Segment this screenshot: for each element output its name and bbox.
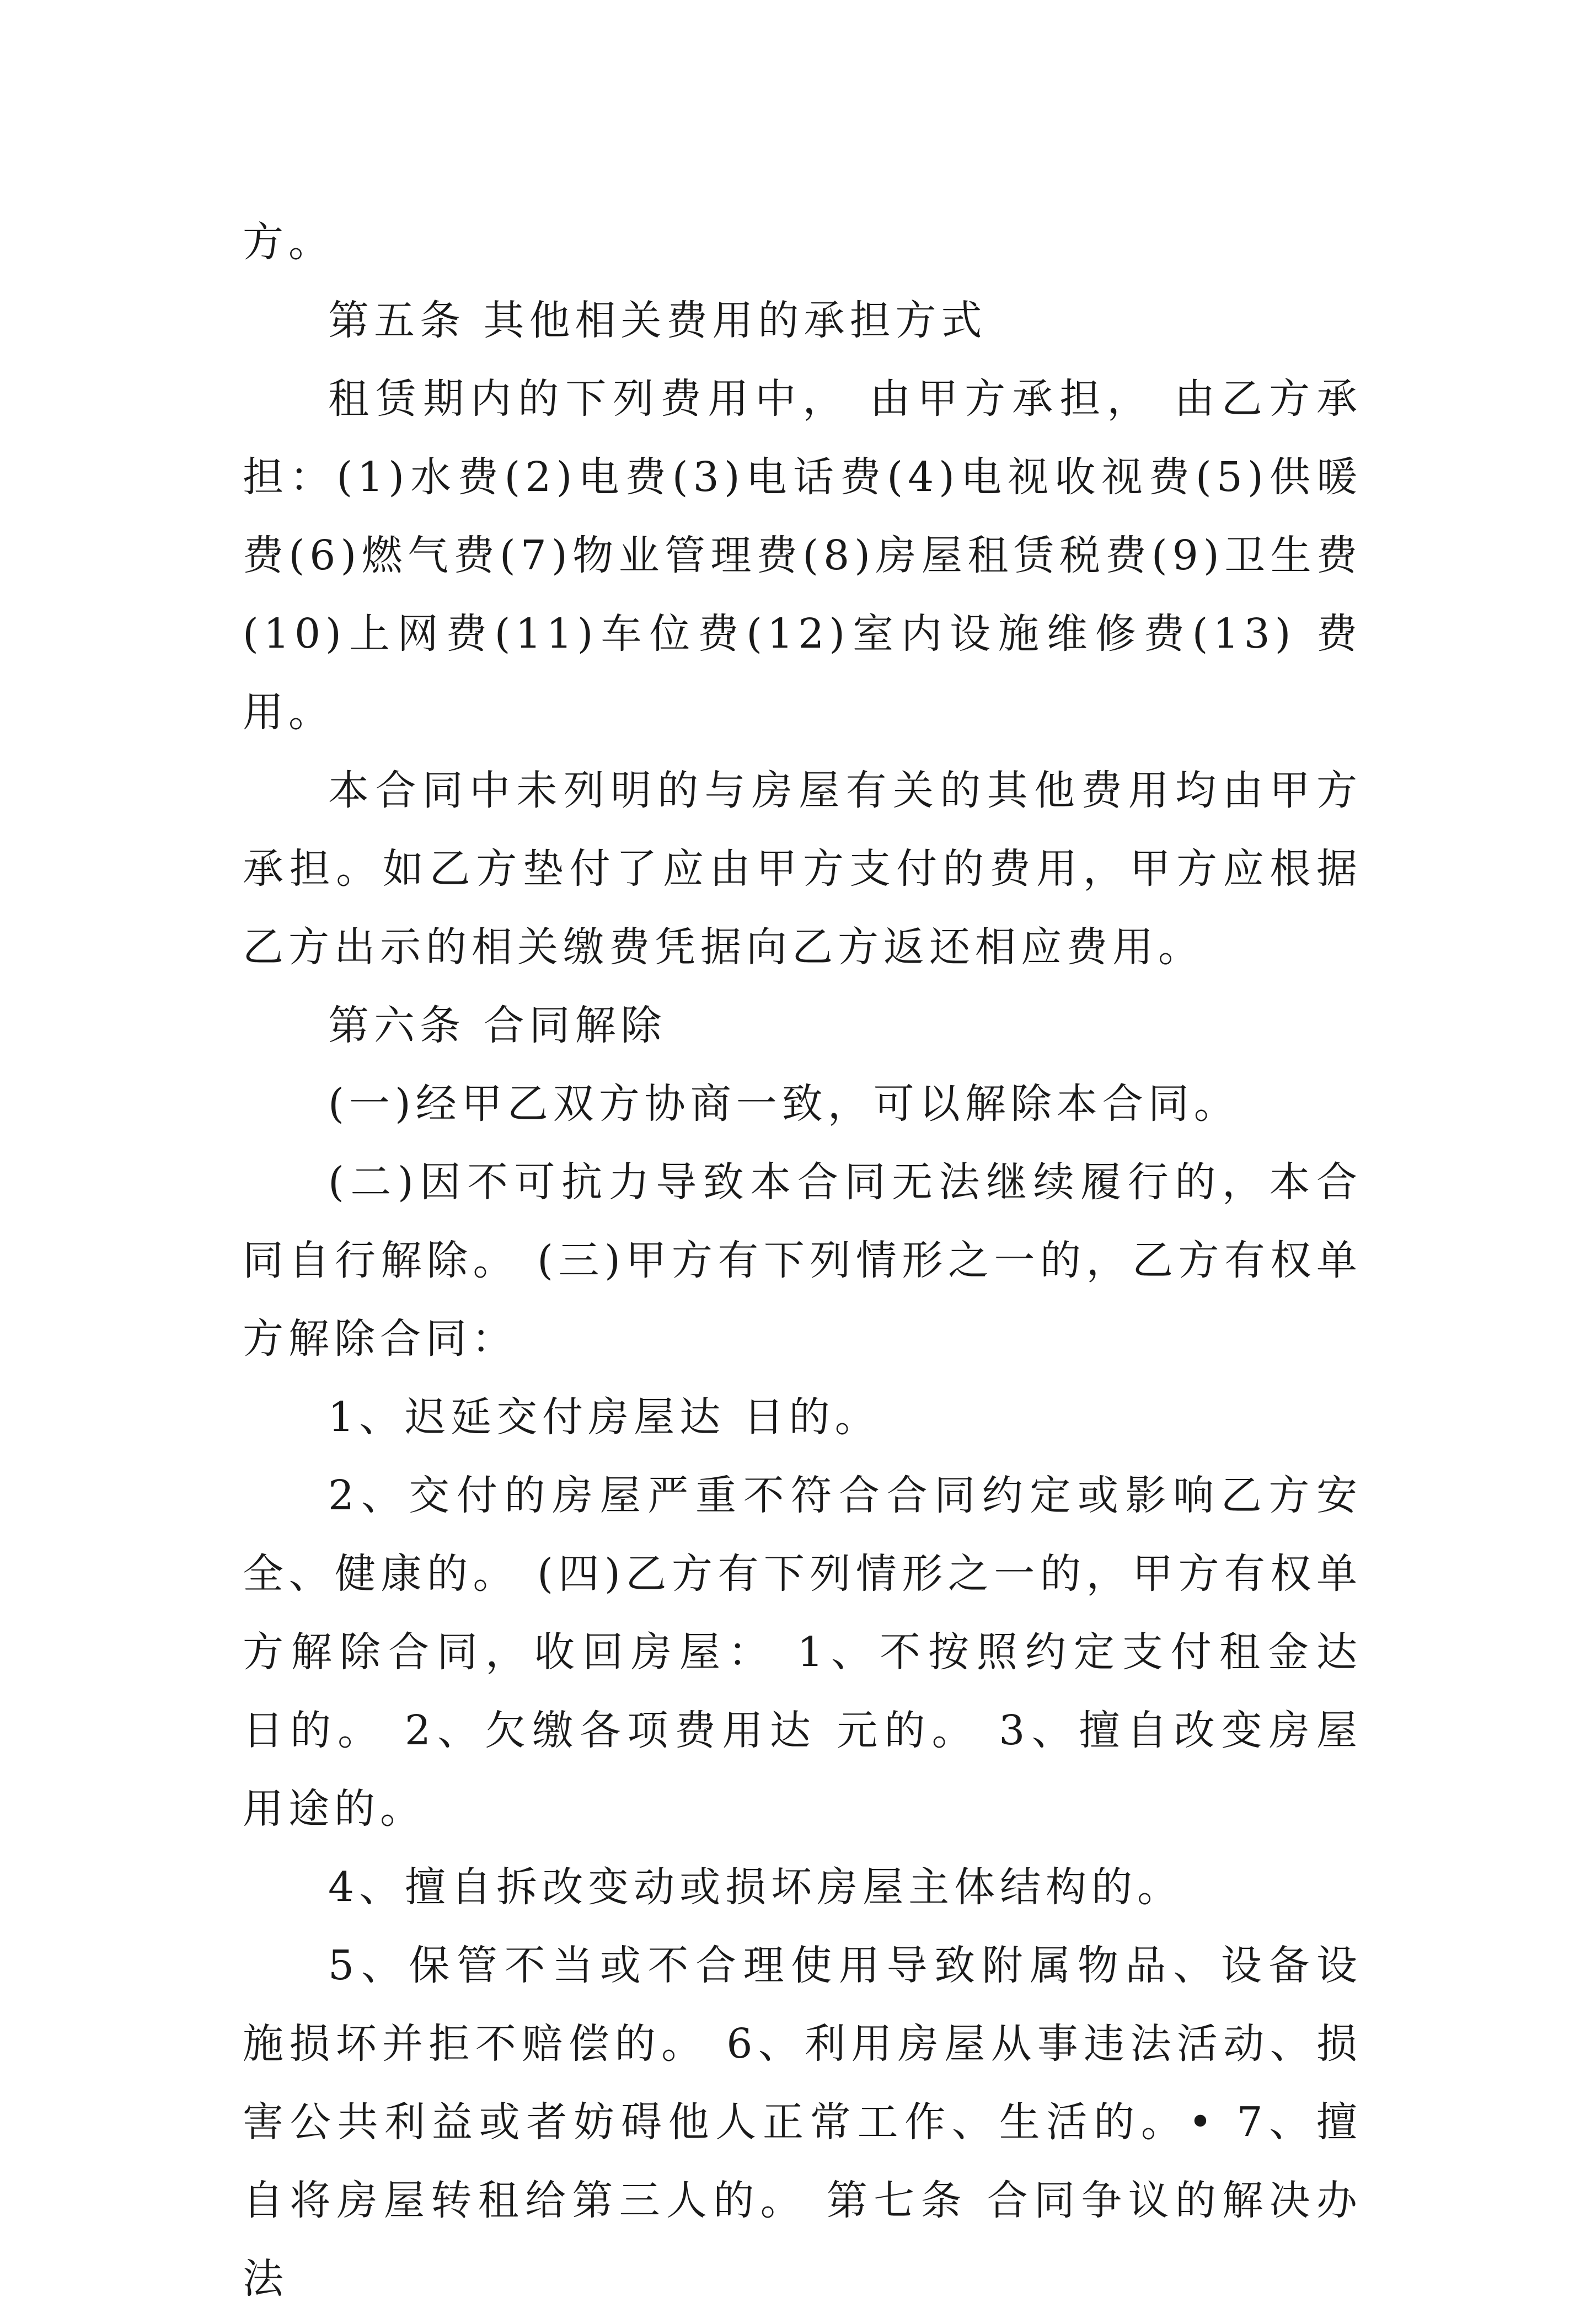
clause-6-1: (一)经甲乙双方协商一致，可以解除本合同。	[328, 1080, 1240, 1128]
clause-6-2-3: (二)因不可抗力导致本合同无法继续履行的，本合同自行解除。 (三)甲方有下列情形之一的，乙方有权单方解除合同：	[243, 1158, 1362, 1363]
paragraph-other-fees: 本合同中未列明的与房屋有关的其他费用均由甲方承担。如乙方垫付了应由甲方支付的费用，甲方应根据乙方出示的相关缴费凭据向乙方返还相应费用。	[243, 767, 1362, 971]
paragraph-fee-list: 租赁期内的下列费用中， 由甲方承担， 由乙方承担：(1)水费(2)电费(3)电话费(4)电视收视费(5)供暖费(6)燃气费(7)物业管理费(8)房屋租赁税费(9)卫生费(10)上网费(11)车位费(12)室内设施维修费(13) 费用。	[243, 375, 1362, 736]
list-item-5: 5、保管不当或不合理使用导致附属物品、设备设施损坏并拒不赔偿的。 6、利用房屋从事违法活动、损害公共利益或者妨碍他人正常工作、生活的。• 7、擅自将房屋转租给第三人的。 第七条 合同争议的解决办法	[243, 1942, 1362, 2303]
document-body	[243, 203, 1362, 2318]
article-5-heading: 第五条 其他相关费用的承担方式	[328, 297, 987, 344]
article-6-heading: 第六条 合同解除	[328, 1002, 667, 1049]
list-item-2: 2、交付的房屋严重不符合合同约定或影响乙方安全、健康的。 (四)乙方有下列情形之一的，甲方有权单方解除合同，收回房屋： 1、不按照约定支付租金达 日的。 2、欠缴各项费用达 元的。 3、擅自改变房屋用途的。	[243, 1472, 1362, 1833]
list-item-1: 1、迟延交付房屋达 日的。	[328, 1393, 881, 1441]
paragraph-continuation: 方。	[243, 218, 334, 266]
list-item-4: 4、擅自拆改变动或损坏房屋主体结构的。	[328, 1863, 1183, 1911]
